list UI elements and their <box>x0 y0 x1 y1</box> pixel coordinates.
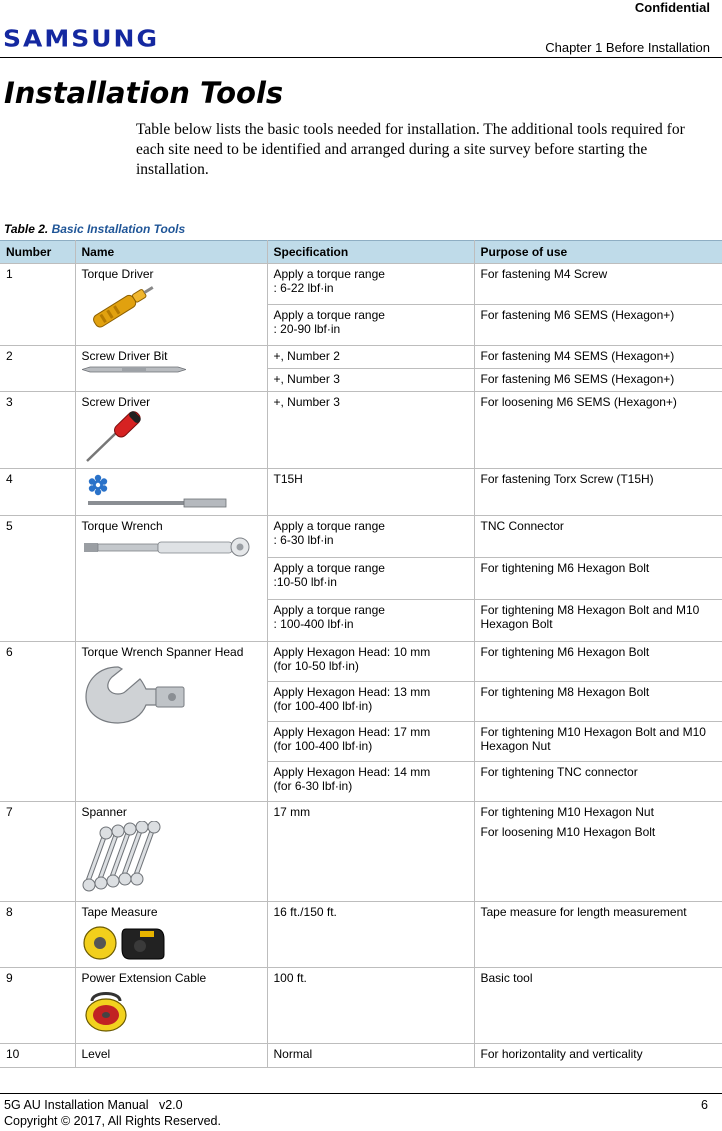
purpose-cell: For fastening M4 SEMS (Hexagon+) <box>474 346 722 369</box>
tool-cell <box>75 469 267 516</box>
tape-measure-icon <box>82 921 166 961</box>
spec-line: Apply a torque range <box>273 603 385 617</box>
tool-cell <box>75 902 267 968</box>
spec-cell <box>267 682 474 722</box>
column-header-purpose: Purpose of use <box>474 241 722 264</box>
footer-divider <box>0 1093 722 1094</box>
tool-name: Tape Measure <box>81 905 158 919</box>
tool-name: Screw Driver <box>81 395 151 409</box>
row-number: 4 <box>0 469 75 516</box>
spec-cell: 100 ft. <box>267 968 474 1044</box>
intro-paragraph: Table below lists the basic tools needed for installation. The additional tools required for each site need to be identified and arranged during a site survey before starting the installation. <box>136 121 685 178</box>
purpose-cell: For tightening M6 Hexagon Bolt <box>474 642 722 682</box>
spec-line: Apply a torque range <box>273 267 385 281</box>
purpose-cell: For tightening M6 Hexagon Bolt <box>474 558 722 600</box>
chapter-title: Chapter 1 Before Installation <box>545 40 710 55</box>
tool-name: Power Extension Cable <box>81 971 207 985</box>
footer-left <box>4 1097 221 1129</box>
torque-driver-icon <box>82 283 162 329</box>
tool-cell <box>75 264 267 346</box>
table-row <box>0 469 722 516</box>
tool-cell <box>75 968 267 1044</box>
spec-cell <box>267 516 474 558</box>
row-number: 2 <box>0 346 75 392</box>
row-number: 10 <box>0 1044 75 1068</box>
spec-line: Apply a torque range <box>273 308 385 322</box>
row-number: 5 <box>0 516 75 642</box>
column-header-number: Number <box>0 241 75 264</box>
spec-line: : 20-90 lbf·in <box>273 322 341 336</box>
tool-name: Level <box>81 1047 111 1061</box>
spec-cell <box>267 642 474 682</box>
spec-line: (for 100-400 lbf·in) <box>273 739 373 753</box>
spec-line: : 100-400 lbf·in <box>273 617 354 631</box>
table-header-row <box>0 241 722 264</box>
table-row <box>0 346 722 369</box>
table-row <box>0 802 722 902</box>
tool-name: Screw Driver Bit <box>81 349 168 363</box>
torque-wrench-icon <box>82 535 252 559</box>
column-header-specification: Specification <box>267 241 474 264</box>
spec-cell <box>267 264 474 305</box>
tool-cell <box>75 516 267 642</box>
spec-line: (for 100-400 lbf·in) <box>273 699 373 713</box>
spec-line: Apply Hexagon Head: 14 mm <box>273 765 431 779</box>
purpose-cell: Tape measure for length measurement <box>474 902 722 968</box>
spec-cell <box>267 722 474 762</box>
manual-version: 5G AU Installation Manual v2.0 <box>4 1098 183 1112</box>
table-caption-prefix: Table 2. <box>4 222 49 236</box>
confidential-label: Confidential <box>634 0 710 15</box>
purpose-cell: For tightening M8 Hexagon Bolt <box>474 682 722 722</box>
table-row <box>0 392 722 469</box>
tool-cell <box>75 346 267 392</box>
tool-cell <box>75 642 267 802</box>
tool-name: Torque Wrench Spanner Head <box>81 645 244 659</box>
purpose-cell: For loosening M6 SEMS (Hexagon+) <box>474 392 722 469</box>
row-number: 8 <box>0 902 75 968</box>
purpose-line: For loosening M10 Hexagon Bolt <box>480 825 656 839</box>
tool-cell <box>75 1044 267 1068</box>
table-row <box>0 264 722 305</box>
spec-cell: +, Number 2 <box>267 346 474 369</box>
tool-cell <box>75 802 267 902</box>
spec-cell: T15H <box>267 469 474 516</box>
purpose-cell: For fastening M4 Screw <box>474 264 722 305</box>
tool-name: Torque Wrench <box>81 519 163 533</box>
spec-cell <box>267 305 474 346</box>
table-row <box>0 642 722 682</box>
table-row <box>0 968 722 1044</box>
purpose-cell: Basic tool <box>474 968 722 1044</box>
spec-line: Apply Hexagon Head: 13 mm <box>273 685 431 699</box>
spec-line: Apply a torque range <box>273 561 385 575</box>
table-row <box>0 902 722 968</box>
spec-cell: +, Number 3 <box>267 392 474 469</box>
basic-tools-table <box>0 240 722 1068</box>
purpose-cell: For fastening M6 SEMS (Hexagon+) <box>474 369 722 392</box>
spec-line: (for 10-50 lbf·in) <box>273 659 359 673</box>
row-number: 9 <box>0 968 75 1044</box>
spec-cell <box>267 600 474 642</box>
purpose-cell: For fastening M6 SEMS (Hexagon+) <box>474 305 722 346</box>
spec-cell: 16 ft./150 ft. <box>267 902 474 968</box>
spec-line: : 6-22 lbf·in <box>273 281 334 295</box>
purpose-cell: For tightening M10 Hexagon Bolt and M10 Hexagon Nut <box>474 722 722 762</box>
tool-cell <box>75 392 267 469</box>
table-row <box>0 1044 722 1068</box>
samsung-logo: SAMSUNG <box>3 25 159 52</box>
purpose-cell <box>474 802 722 902</box>
purpose-cell: For tightening M8 Hexagon Bolt and M10 Hexagon Bolt <box>474 600 722 642</box>
screw-driver-icon <box>82 411 142 465</box>
table-caption <box>4 222 185 236</box>
spec-cell: 17 mm <box>267 802 474 902</box>
spec-cell: +, Number 3 <box>267 369 474 392</box>
spec-line: Apply a torque range <box>273 519 385 533</box>
spanner-head-icon <box>82 661 194 727</box>
column-header-name: Name <box>75 241 267 264</box>
purpose-cell: TNC Connector <box>474 516 722 558</box>
header-divider <box>0 57 722 58</box>
spec-cell <box>267 762 474 802</box>
page-number: 6 <box>701 1098 708 1112</box>
spec-cell: Normal <box>267 1044 474 1068</box>
table-caption-title: Basic Installation Tools <box>51 222 186 236</box>
copyright: Copyright © 2017, All Rights Reserved. <box>4 1114 221 1128</box>
spec-line: :10-50 lbf·in <box>273 575 337 589</box>
spec-line: (for 6-30 lbf·in) <box>273 779 353 793</box>
cable-reel-icon <box>82 987 130 1033</box>
tool-name: Spanner <box>81 805 127 819</box>
page-title: Installation Tools <box>4 76 284 110</box>
purpose-cell: For horizontality and verticality <box>474 1044 722 1068</box>
spec-line: : 6-30 lbf·in <box>273 533 334 547</box>
purpose-line: For tightening M10 Hexagon Nut <box>480 805 654 819</box>
row-number: 6 <box>0 642 75 802</box>
torx-bit-icon <box>82 474 232 512</box>
row-number: 1 <box>0 264 75 346</box>
spanner-set-icon <box>82 821 166 893</box>
spec-cell <box>267 558 474 600</box>
row-number: 7 <box>0 802 75 902</box>
tool-name: Torque Driver <box>81 267 154 281</box>
screw-driver-bit-icon <box>82 365 186 374</box>
spec-line: Apply Hexagon Head: 17 mm <box>273 725 431 739</box>
spec-line: Apply Hexagon Head: 10 mm <box>273 645 431 659</box>
purpose-cell: For tightening TNC connector <box>474 762 722 802</box>
purpose-cell: For fastening Torx Screw (T15H) <box>474 469 722 516</box>
row-number: 3 <box>0 392 75 469</box>
table-row <box>0 516 722 558</box>
